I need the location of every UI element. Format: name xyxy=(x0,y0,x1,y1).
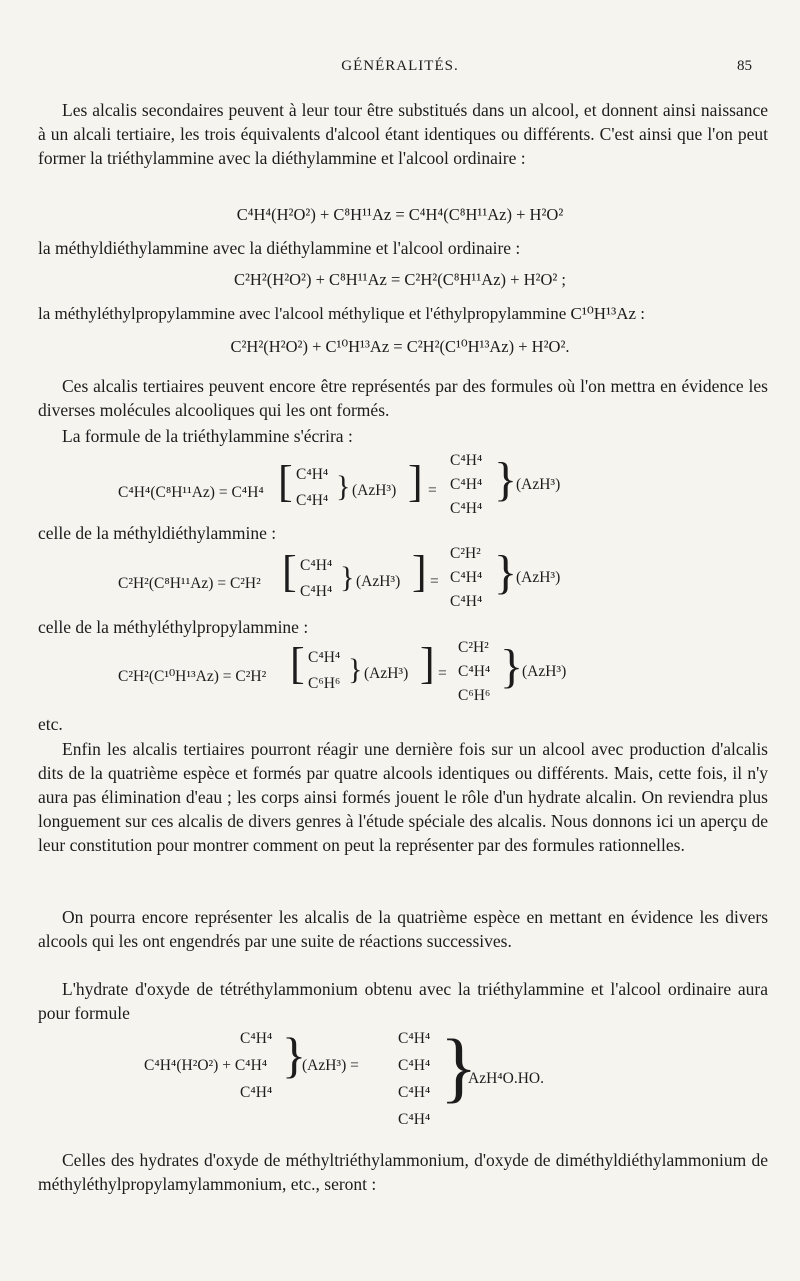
brace-right: } xyxy=(494,546,518,599)
text-methyldiethylammine: la méthyldiéthylammine avec la diéthylammine et l'alcool ordinaire : xyxy=(38,238,521,258)
formula-left: C²H²(C⁸H¹¹Az) = C²H² xyxy=(118,575,261,592)
bracket-open: [ xyxy=(290,639,305,688)
formula-right-bottom: C⁴H⁴ xyxy=(450,593,483,610)
bracket-close: ] xyxy=(412,547,427,596)
formula-right-4: C⁴H⁴ xyxy=(398,1111,431,1128)
equals-sign: = xyxy=(428,482,437,499)
brace-inner: } xyxy=(336,470,351,503)
text-methylethylpropylammine: la méthyléthylpropylammine avec l'alcool méthylique et l'éthylpropylammine C¹⁰H¹³Az : xyxy=(38,304,646,323)
equation-methyldiethylammine: C²H²(H²O²) + C⁸H¹¹Az = C²H²(C⁸H¹¹Az) + H²O² ; xyxy=(233,270,567,289)
formula-inner-bottom: C⁶H⁶ xyxy=(308,675,341,692)
formula-azh: (AzH³) xyxy=(364,665,409,682)
paragraph-successive-reactions: On pourra encore représenter les alcalis de la quatrième espèce en mettant en évidence les divers alcools qui les ont engendrés par une suite de réactions successives. xyxy=(38,907,768,951)
bracket-close: ] xyxy=(420,639,435,688)
formula-right-mid: C⁴H⁴ xyxy=(450,476,483,493)
formula-tail: AzH⁴O.HO. xyxy=(468,1070,545,1087)
formula-right-top: C⁴H⁴ xyxy=(450,452,483,469)
bracket-close: ] xyxy=(408,457,423,506)
brace-inner: } xyxy=(282,1027,306,1083)
formula-right-bottom: C⁶H⁶ xyxy=(458,687,491,704)
brace-right: } xyxy=(494,453,518,506)
formula-inner-bottom: C⁴H⁴ xyxy=(296,492,329,509)
formula-azh: (AzH³) xyxy=(356,573,401,590)
formula-right-azh: (AzH³) xyxy=(516,476,561,493)
formula-azh: (AzH³) xyxy=(352,482,397,499)
page-number: 85 xyxy=(737,58,752,74)
equals-sign: = xyxy=(438,665,447,682)
paragraph-tertiary-alkalis: Les alcalis secondaires peuvent à leur tour être substitués dans un alcool, et donnent ainsi naissance à un alcali tertiaire, les trois équivalents d'alcool étant identiques ou différents. C'est ainsi que l'on peut former la triéthylammine avec la diéthylammine et l'alcool ordinaire : xyxy=(38,100,768,168)
running-title: GÉNÉRALITÉS. xyxy=(341,58,459,74)
text-etc: etc. xyxy=(38,714,63,734)
formula-right-1: C⁴H⁴ xyxy=(398,1030,431,1047)
equation-triethylammine: C⁴H⁴(H²O²) + C⁸H¹¹Az = C⁴H⁴(C⁸H¹¹Az) + H²O² xyxy=(236,205,564,224)
equation-methylethylpropylammine: C²H²(H²O²) + C¹⁰H¹³Az = C²H²(C¹⁰H¹³Az) + H²O². xyxy=(230,337,570,356)
brace-inner: } xyxy=(340,561,355,594)
brace-right: } xyxy=(440,1023,478,1110)
formula-right-mid: C⁴H⁴ xyxy=(458,663,491,680)
paragraph-tetrethylammonium: L'hydrate d'oxyde de tétréthylammonium obtenu avec la triéthylammine et l'alcool ordinaire aura pour formule xyxy=(38,979,768,1023)
text-methylethylpropylammine-formula-intro: celle de la méthyléthylpropylammine : xyxy=(38,617,309,637)
brace-right: } xyxy=(500,640,524,693)
bracket-open: [ xyxy=(282,547,297,596)
equals-sign: = xyxy=(430,573,439,590)
formula-right-3: C⁴H⁴ xyxy=(398,1084,431,1101)
formula-inner-bottom: C⁴H⁴ xyxy=(300,583,333,600)
formula-inner-top: C⁴H⁴ xyxy=(240,1030,273,1047)
bracket-open: [ xyxy=(278,457,293,506)
paragraph-rational-formulas: Ces alcalis tertiaires peuvent encore être représentés par des formules où l'on mettra en évidence les diverses molécules alcooliques qui les ont formés. xyxy=(38,376,768,420)
text-triethylammine-formula-intro: La formule de la triéthylammine s'écrira : xyxy=(62,426,353,446)
formula-left: C⁴H⁴(C⁸H¹¹Az) = C⁴H⁴ xyxy=(118,484,264,501)
running-header xyxy=(38,58,762,80)
formula-inner-top: C⁴H⁴ xyxy=(296,466,329,483)
formula-azh: (AzH³) = xyxy=(302,1057,359,1074)
formula-right-bottom: C⁴H⁴ xyxy=(450,500,483,517)
paragraph-hydrates: Celles des hydrates d'oxyde de méthyltriéthylammonium, d'oxyde de diméthyldiéthylammonium de méthyléthylpropylamylammonium, etc., seront : xyxy=(38,1150,768,1194)
text-methyldiethylammine-formula-intro: celle de la méthyldiéthylammine : xyxy=(38,523,277,543)
formula-right-mid: C⁴H⁴ xyxy=(450,569,483,586)
formula-inner-top: C⁴H⁴ xyxy=(300,557,333,574)
formula-inner-bottom: C⁴H⁴ xyxy=(240,1084,273,1101)
paragraph-fourth-species: Enfin les alcalis tertiaires pourront réagir une dernière fois sur un alcool avec production d'alcalis dits de la quatrième espèce et formés par quatre alcools identiques ou différents. Mais, cette fois, il n'y aura pas élimination d'eau ; les corps ainsi formés jouent le rôle d'un hydrate alcalin. On reviendra plus longuement sur ces alcalis de divers genres à l'étude spéciale des alcalis. Nous donnons ici un aperçu de leur constitution pour montrer comment on peut la représenter par des formules rationnelles. xyxy=(38,739,768,855)
formula-right-2: C⁴H⁴ xyxy=(398,1057,431,1074)
formula-right-azh: (AzH³) xyxy=(516,569,561,586)
formula-right-top: C²H² xyxy=(458,639,489,656)
formula-left: C²H²(C¹⁰H¹³Az) = C²H² xyxy=(118,668,267,685)
formula-inner-top: C⁴H⁴ xyxy=(308,649,341,666)
brace-inner: } xyxy=(348,653,363,686)
formula-right-azh: (AzH³) xyxy=(522,663,567,680)
formula-right-top: C²H² xyxy=(450,545,481,562)
formula-left: C⁴H⁴(H²O²) + C⁴H⁴ xyxy=(144,1057,268,1074)
